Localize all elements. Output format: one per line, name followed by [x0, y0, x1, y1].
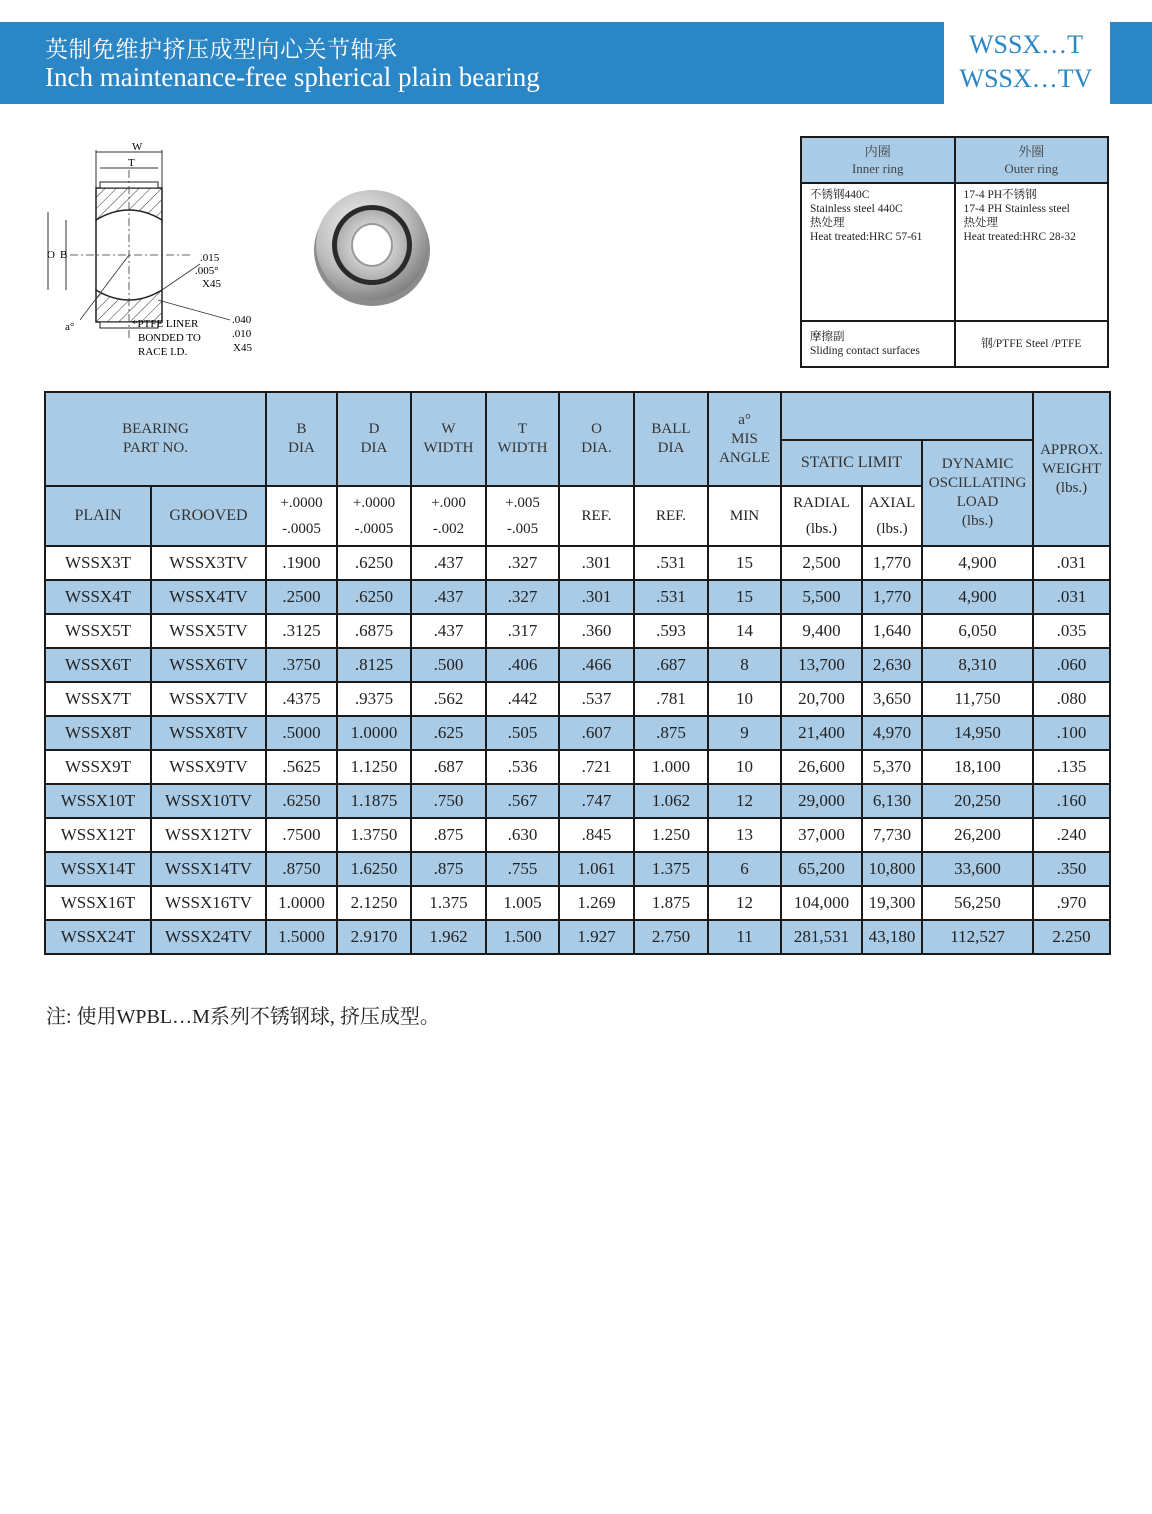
cell-o-dia: .607 — [559, 716, 634, 750]
header-o-dia-line2: DIA. — [581, 440, 612, 456]
cell-axial: 4,970 — [862, 716, 922, 750]
cell-radial: 26,600 — [781, 750, 862, 784]
header-blank — [781, 392, 1033, 440]
cell-plain: WSSX12T — [45, 818, 151, 852]
cell-axial: 10,800 — [862, 852, 922, 886]
dim-w-label: W — [132, 141, 143, 153]
header-mis-angle-line2: MIS — [731, 430, 758, 447]
header-t-width-line2: WIDTH — [497, 440, 548, 456]
dim-o-label: O — [47, 249, 55, 261]
cell-o-dia: .301 — [559, 580, 634, 614]
cell-w-width: 1.962 — [411, 920, 486, 954]
table-row — [45, 750, 1110, 784]
header-radial — [781, 486, 862, 546]
inner-ring-line-1: 不锈钢440C — [810, 189, 870, 201]
cell-w-width: 1.375 — [411, 886, 486, 920]
cell-t-width: .327 — [486, 580, 559, 614]
cell-w-width: .437 — [411, 614, 486, 648]
cell-o-dia: 1.269 — [559, 886, 634, 920]
cell-grooved: WSSX7TV — [151, 682, 266, 716]
cell-w-width: .500 — [411, 648, 486, 682]
cell-weight: .031 — [1033, 580, 1110, 614]
cell-t-width: .406 — [486, 648, 559, 682]
cell-b-dia: .3750 — [266, 648, 337, 682]
cell-b-dia: 1.5000 — [266, 920, 337, 954]
cell-dynamic-load: 33,600 — [922, 852, 1033, 886]
ref-ball: REF. — [634, 486, 708, 546]
cell-w-width: .750 — [411, 784, 486, 818]
dim-b-label: B — [60, 249, 68, 261]
cell-b-dia: .8750 — [266, 852, 337, 886]
cell-plain: WSSX6T — [45, 648, 151, 682]
inner-ring-material — [801, 183, 955, 321]
header-d-dia — [337, 392, 411, 486]
header-axial — [862, 486, 922, 546]
inner-ring-header-en: Inner ring — [851, 161, 904, 176]
sliding-surface-value: 钢/PTFE Steel /PTFE — [955, 321, 1109, 367]
header-weight-line2: WEIGHT — [1041, 460, 1102, 477]
cell-weight: .080 — [1033, 682, 1110, 716]
cell-d-dia: 1.1875 — [337, 784, 411, 818]
tol-d-lower: -.0005 — [354, 521, 394, 537]
inner-ring-line-2: Stainless steel 440C — [810, 203, 903, 215]
cell-mis-angle: 8 — [708, 648, 781, 682]
cell-w-width: .437 — [411, 580, 486, 614]
table-row — [45, 580, 1110, 614]
cell-mis-angle: 13 — [708, 818, 781, 852]
cell-dynamic-load: 18,100 — [922, 750, 1033, 784]
cell-axial: 1,640 — [862, 614, 922, 648]
cell-dynamic-load: 11,750 — [922, 682, 1033, 716]
cell-mis-angle: 10 — [708, 750, 781, 784]
cell-dynamic-load: 112,527 — [922, 920, 1033, 954]
cell-t-width: 1.500 — [486, 920, 559, 954]
cell-d-dia: .9375 — [337, 682, 411, 716]
cell-grooved: WSSX12TV — [151, 818, 266, 852]
sliding-surface-en: Sliding contact surfaces — [810, 345, 920, 357]
outer-ring-header-en: Outer ring — [1004, 161, 1059, 176]
cell-dynamic-load: 26,200 — [922, 818, 1033, 852]
cell-ball-dia: .781 — [634, 682, 708, 716]
cell-w-width: .875 — [411, 818, 486, 852]
inner-ring-line-3: 热处理 — [810, 217, 845, 229]
cell-b-dia: 1.0000 — [266, 886, 337, 920]
cell-mis-angle: 10 — [708, 682, 781, 716]
cell-t-width: 1.005 — [486, 886, 559, 920]
cell-t-width: .442 — [486, 682, 559, 716]
cell-ball-dia: .593 — [634, 614, 708, 648]
header-part-no — [45, 392, 266, 486]
cell-o-dia: .301 — [559, 546, 634, 580]
table-row — [45, 682, 1110, 716]
cell-ball-dia: 1.062 — [634, 784, 708, 818]
cell-d-dia: 1.1250 — [337, 750, 411, 784]
header-dynamic-line4: (lbs.) — [961, 513, 994, 529]
cell-axial: 5,370 — [862, 750, 922, 784]
cell-w-width: .437 — [411, 546, 486, 580]
header-dynamic-line1: DYNAMIC — [941, 456, 1014, 472]
cell-dynamic-load: 8,310 — [922, 648, 1033, 682]
specification-table — [44, 391, 1111, 955]
header-grooved: GROOVED — [151, 486, 266, 546]
cell-d-dia: 1.0000 — [337, 716, 411, 750]
table-row — [45, 614, 1110, 648]
tol-t-upper: +.005 — [505, 495, 540, 511]
cell-grooved: WSSX3TV — [151, 546, 266, 580]
header-weight-line1: APPROX. — [1040, 441, 1104, 458]
dim-t-label: T — [128, 157, 135, 169]
bearing-photo — [310, 180, 440, 310]
tol-w-upper: +.000 — [431, 495, 466, 511]
cell-axial: 43,180 — [862, 920, 922, 954]
header-radial-line1: RADIAL — [793, 495, 850, 511]
cell-ball-dia: 1.250 — [634, 818, 708, 852]
cell-plain: WSSX9T — [45, 750, 151, 784]
cell-plain: WSSX3T — [45, 546, 151, 580]
tol-w — [411, 486, 486, 546]
header-plain: PLAIN — [45, 486, 151, 546]
cell-d-dia: .6250 — [337, 546, 411, 580]
tol-t-lower: -.005 — [506, 521, 539, 537]
liner-note-3: RACE I.D. — [138, 346, 188, 358]
cell-mis-angle: 15 — [708, 546, 781, 580]
cell-grooved: WSSX24TV — [151, 920, 266, 954]
cell-axial: 2,630 — [862, 648, 922, 682]
header-dynamic-line2: OSCILLATING — [928, 475, 1027, 491]
header-accent-strip — [1110, 22, 1152, 104]
header-ball-dia-line2: DIA — [657, 440, 685, 456]
bearing-section-drawing — [40, 140, 300, 365]
cell-dynamic-load: 14,950 — [922, 716, 1033, 750]
header-o-dia — [559, 392, 634, 486]
cell-grooved: WSSX14TV — [151, 852, 266, 886]
cell-d-dia: .6250 — [337, 580, 411, 614]
table-row — [45, 784, 1110, 818]
chamfer-note-3: X45 — [202, 278, 221, 290]
inner-ring-header-cn: 内圈 — [864, 144, 891, 159]
tol-b — [266, 486, 337, 546]
cell-radial: 13,700 — [781, 648, 862, 682]
table-row — [45, 920, 1110, 954]
header-mis-angle-line1: a° — [738, 411, 751, 428]
liner-note-2: BONDED TO — [138, 332, 201, 344]
cell-radial: 281,531 — [781, 920, 862, 954]
cell-grooved: WSSX10TV — [151, 784, 266, 818]
header-t-width-line1: T — [517, 421, 528, 437]
cell-weight: .135 — [1033, 750, 1110, 784]
cell-weight: .100 — [1033, 716, 1110, 750]
header-t-width — [486, 392, 559, 486]
cell-mis-angle: 11 — [708, 920, 781, 954]
cell-w-width: .687 — [411, 750, 486, 784]
cell-mis-angle: 12 — [708, 784, 781, 818]
header-ball-dia — [634, 392, 708, 486]
cell-mis-angle: 14 — [708, 614, 781, 648]
header-b-dia-line1: B — [296, 421, 307, 437]
chamfer-note-5: .010 — [232, 328, 252, 340]
cell-o-dia: .466 — [559, 648, 634, 682]
misalign-angle-label: a° — [65, 321, 75, 333]
cell-t-width: .630 — [486, 818, 559, 852]
header-d-dia-line1: D — [368, 421, 380, 437]
cell-plain: WSSX7T — [45, 682, 151, 716]
cell-b-dia: .2500 — [266, 580, 337, 614]
outer-ring-line-1: 17-4 PH不锈钢 — [963, 189, 1037, 201]
header-w-width-line1: W — [441, 421, 456, 437]
spec-table-body — [45, 546, 1110, 954]
cell-radial: 21,400 — [781, 716, 862, 750]
header-part-no-line1: BEARING — [122, 421, 189, 437]
cell-ball-dia: .531 — [634, 546, 708, 580]
header-d-dia-line2: DIA — [360, 440, 388, 456]
ref-o: REF. — [559, 486, 634, 546]
chamfer-note-4: .040 — [232, 314, 252, 326]
cell-dynamic-load: 4,900 — [922, 580, 1033, 614]
cell-b-dia: .1900 — [266, 546, 337, 580]
cell-w-width: .875 — [411, 852, 486, 886]
cell-t-width: .317 — [486, 614, 559, 648]
cell-d-dia: 2.9170 — [337, 920, 411, 954]
cell-d-dia: .8125 — [337, 648, 411, 682]
cell-axial: 6,130 — [862, 784, 922, 818]
cell-b-dia: .5000 — [266, 716, 337, 750]
cell-plain: WSSX14T — [45, 852, 151, 886]
tol-b-lower: -.0005 — [282, 521, 321, 537]
cell-grooved: WSSX5TV — [151, 614, 266, 648]
cell-plain: WSSX4T — [45, 580, 151, 614]
outer-ring-header-cn: 外圈 — [1018, 144, 1045, 159]
cell-b-dia: .4375 — [266, 682, 337, 716]
cell-axial: 1,770 — [862, 546, 922, 580]
materials-table — [800, 136, 1109, 368]
header-b-dia — [266, 392, 337, 486]
cell-plain: WSSX8T — [45, 716, 151, 750]
sliding-surface-cn: 摩擦副 — [810, 331, 845, 343]
cell-weight: .031 — [1033, 546, 1110, 580]
cell-ball-dia: .875 — [634, 716, 708, 750]
table-row — [45, 716, 1110, 750]
cell-o-dia: 1.061 — [559, 852, 634, 886]
header-weight — [1033, 392, 1110, 546]
cell-dynamic-load: 20,250 — [922, 784, 1033, 818]
header-w-width-line2: WIDTH — [423, 440, 474, 456]
cell-t-width: .327 — [486, 546, 559, 580]
cell-o-dia: .537 — [559, 682, 634, 716]
cell-mis-angle: 12 — [708, 886, 781, 920]
cell-radial: 65,200 — [781, 852, 862, 886]
cell-grooved: WSSX9TV — [151, 750, 266, 784]
cell-grooved: WSSX6TV — [151, 648, 266, 682]
header-radial-line2: (lbs.) — [805, 521, 838, 537]
header-axial-line2: (lbs.) — [876, 521, 908, 537]
cell-o-dia: .845 — [559, 818, 634, 852]
table-row — [45, 546, 1110, 580]
tol-t — [486, 486, 559, 546]
cell-weight: .240 — [1033, 818, 1110, 852]
cell-radial: 37,000 — [781, 818, 862, 852]
cell-grooved: WSSX16TV — [151, 886, 266, 920]
series-code-1: WSSX…T — [968, 30, 1084, 59]
cell-radial: 9,400 — [781, 614, 862, 648]
outer-ring-line-2: 17-4 PH Stainless steel — [963, 203, 1070, 215]
cell-w-width: .562 — [411, 682, 486, 716]
sliding-surface-label — [801, 321, 955, 367]
table-row — [45, 886, 1110, 920]
header-banner — [0, 22, 944, 104]
chamfer-note-6: X45 — [233, 342, 252, 354]
tol-d — [337, 486, 411, 546]
tol-d-upper: +.0000 — [352, 495, 396, 511]
cell-plain: WSSX10T — [45, 784, 151, 818]
cell-weight: .035 — [1033, 614, 1110, 648]
cell-d-dia: 1.3750 — [337, 818, 411, 852]
cell-d-dia: 1.6250 — [337, 852, 411, 886]
outer-ring-material — [955, 183, 1109, 321]
header-w-width — [411, 392, 486, 486]
cell-d-dia: 2.1250 — [337, 886, 411, 920]
liner-note-1: *PTFE LINER — [132, 318, 199, 330]
cell-ball-dia: 1.000 — [634, 750, 708, 784]
cell-o-dia: 1.927 — [559, 920, 634, 954]
header-axial-line1: AXIAL — [868, 495, 916, 511]
cell-weight: .350 — [1033, 852, 1110, 886]
cell-ball-dia: 1.875 — [634, 886, 708, 920]
cell-b-dia: .3125 — [266, 614, 337, 648]
inner-ring-line-4: Heat treated:HRC 57-61 — [810, 231, 923, 243]
table-row — [45, 852, 1110, 886]
cell-t-width: .755 — [486, 852, 559, 886]
cell-weight: 2.250 — [1033, 920, 1110, 954]
cell-weight: .060 — [1033, 648, 1110, 682]
header-static-limit: STATIC LIMIT — [781, 440, 922, 486]
chamfer-note-2: .005° — [195, 265, 219, 277]
cell-weight: .970 — [1033, 886, 1110, 920]
cell-dynamic-load: 56,250 — [922, 886, 1033, 920]
cell-axial: 1,770 — [862, 580, 922, 614]
outer-ring-header — [955, 137, 1109, 183]
cell-t-width: .505 — [486, 716, 559, 750]
title-english: Inch maintenance-free spherical plain bearing — [45, 62, 540, 92]
chamfer-note-1: .015 — [200, 252, 220, 264]
inner-ring-header — [801, 137, 955, 183]
cell-radial: 5,500 — [781, 580, 862, 614]
header-mis-angle — [708, 392, 781, 486]
cell-axial: 19,300 — [862, 886, 922, 920]
series-code-2: WSSX…TV — [959, 64, 1093, 93]
cell-w-width: .625 — [411, 716, 486, 750]
tol-w-lower: -.002 — [432, 521, 465, 537]
outer-ring-line-3: 热处理 — [963, 217, 998, 229]
cell-plain: WSSX16T — [45, 886, 151, 920]
cell-b-dia: .6250 — [266, 784, 337, 818]
cell-dynamic-load: 6,050 — [922, 614, 1033, 648]
cell-axial: 7,730 — [862, 818, 922, 852]
header-ball-dia-line1: BALL — [651, 421, 691, 437]
cell-o-dia: .360 — [559, 614, 634, 648]
header-o-dia-line1: O — [591, 421, 602, 437]
cell-grooved: WSSX4TV — [151, 580, 266, 614]
cell-t-width: .536 — [486, 750, 559, 784]
cell-t-width: .567 — [486, 784, 559, 818]
cell-o-dia: .747 — [559, 784, 634, 818]
cell-d-dia: .6875 — [337, 614, 411, 648]
cell-b-dia: .5625 — [266, 750, 337, 784]
cell-ball-dia: 1.375 — [634, 852, 708, 886]
footnote: 注: 使用WPBL…M系列不锈钢球, 挤压成型。 — [46, 1006, 440, 1028]
series-code — [950, 28, 1102, 96]
cell-mis-angle: 9 — [708, 716, 781, 750]
header-weight-line3: (lbs.) — [1055, 479, 1088, 496]
cell-axial: 3,650 — [862, 682, 922, 716]
tol-b-upper: +.0000 — [280, 495, 323, 511]
header-dynamic-load — [922, 440, 1033, 546]
cell-mis-angle: 6 — [708, 852, 781, 886]
table-row — [45, 818, 1110, 852]
cell-dynamic-load: 4,900 — [922, 546, 1033, 580]
cell-o-dia: .721 — [559, 750, 634, 784]
cell-radial: 20,700 — [781, 682, 862, 716]
header-part-no-line2: PART NO. — [123, 440, 188, 456]
cell-plain: WSSX24T — [45, 920, 151, 954]
cell-radial: 2,500 — [781, 546, 862, 580]
header-mis-angle-line3: ANGLE — [719, 449, 770, 466]
table-row — [45, 648, 1110, 682]
outer-ring-line-4: Heat treated:HRC 28-32 — [963, 231, 1076, 243]
cell-b-dia: .7500 — [266, 818, 337, 852]
header-dynamic-line3: LOAD — [956, 494, 999, 510]
cell-plain: WSSX5T — [45, 614, 151, 648]
cell-radial: 104,000 — [781, 886, 862, 920]
cell-mis-angle: 15 — [708, 580, 781, 614]
title-chinese: 英制免维护挤压成型向心关节轴承 — [45, 37, 398, 62]
cell-radial: 29,000 — [781, 784, 862, 818]
cell-ball-dia: .531 — [634, 580, 708, 614]
min-angle: MIN — [708, 486, 781, 546]
header-b-dia-line2: DIA — [288, 440, 315, 456]
cell-ball-dia: .687 — [634, 648, 708, 682]
cell-grooved: WSSX8TV — [151, 716, 266, 750]
cell-weight: .160 — [1033, 784, 1110, 818]
cell-ball-dia: 2.750 — [634, 920, 708, 954]
